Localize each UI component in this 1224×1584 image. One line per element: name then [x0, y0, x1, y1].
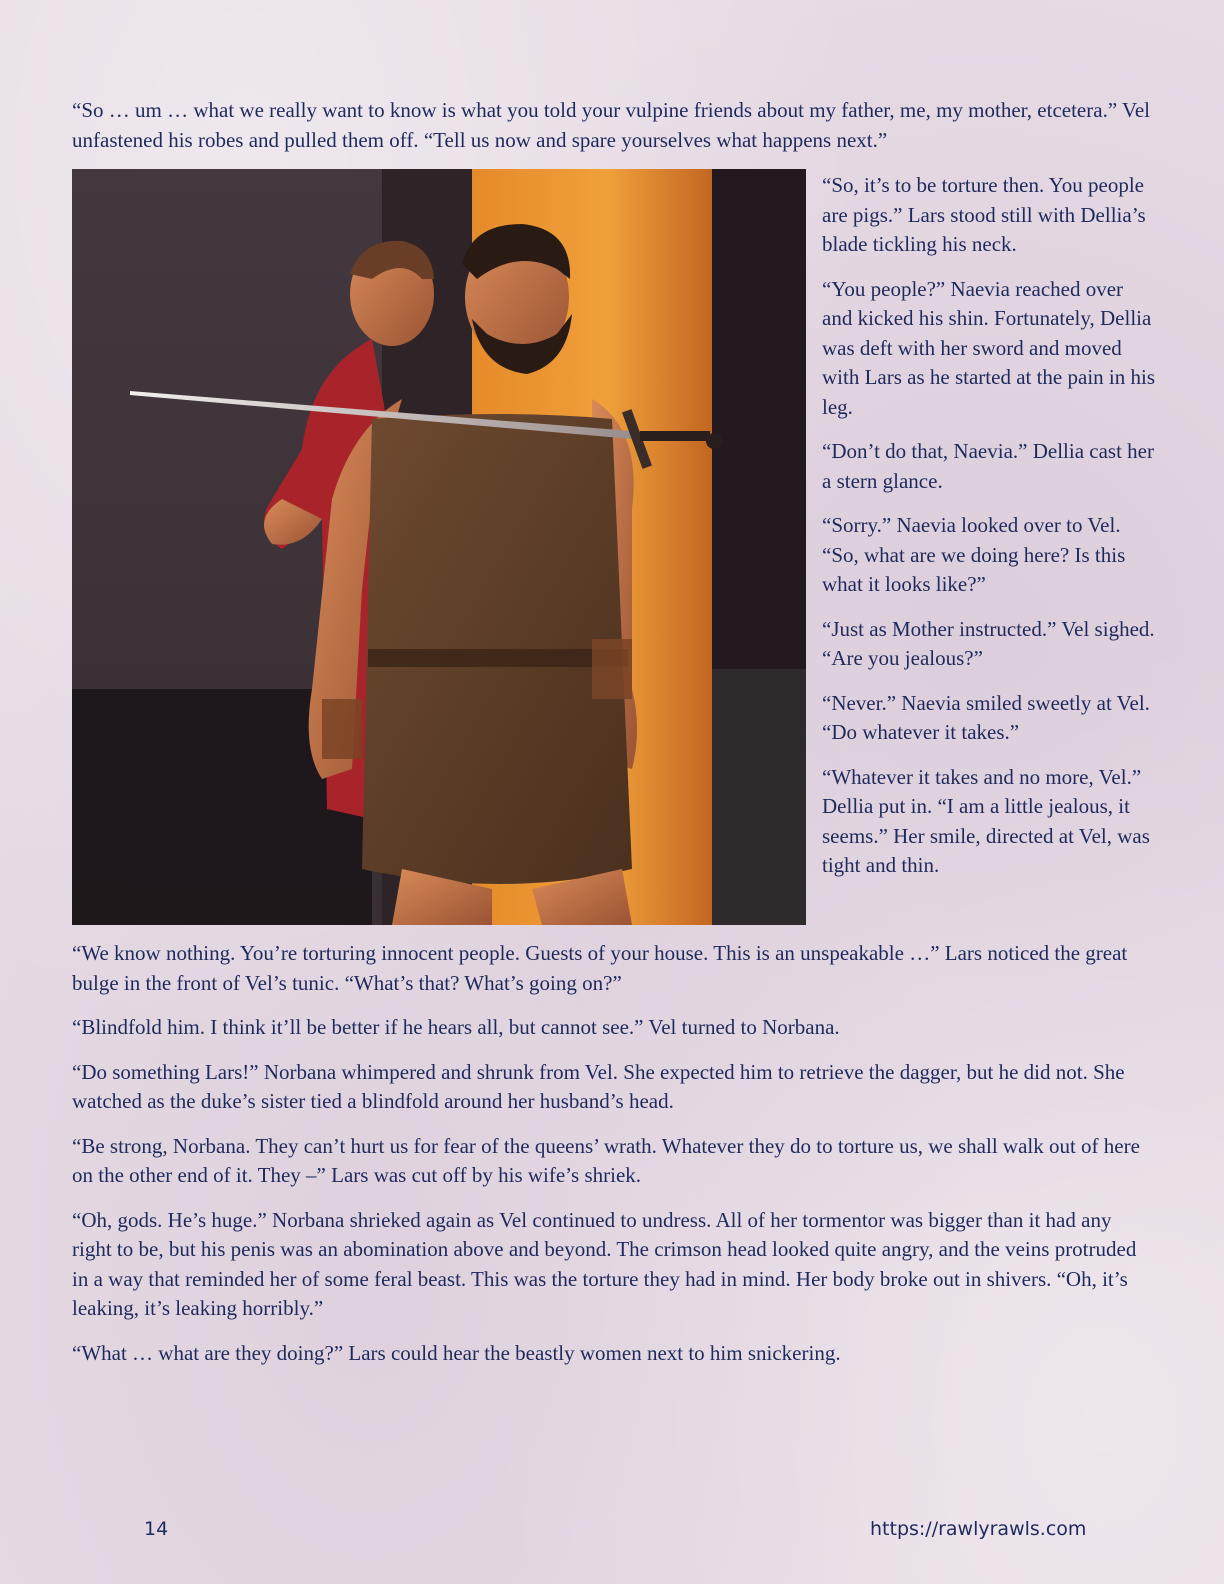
body-paragraph: “Oh, gods. He’s huge.” Norbana shrieked again as Vel continued to undress. All of her tormentor was bigger than it had any right to be, but his penis was an abomination above and beyond. The crimson head looked quite angry, and the veins protruded in a way that reminded her of some feral beast. This was the torture they had in mind. Her body broke out in shivers. “Oh, it’s leaking, it’s leaking horribly.”: [72, 1207, 1137, 1320]
body-paragraph: “We know nothing. You’re torturing innocent people. Guests of your house. This is an unspeakable …” Lars noticed the great bulge in the front of Vel’s tunic. “What’s that? What’s going on?”: [72, 941, 1128, 995]
side-paragraph: “Never.” Naevia smiled sweetly at Vel. “Do whatever it takes.”: [822, 690, 1150, 744]
page-number: 14: [144, 1518, 169, 1540]
side-paragraph: “Sorry.” Naevia looked over to Vel. “So, what are we doing here? Is this what it looks like?”: [822, 513, 1126, 596]
intro-paragraph: “So … um … what we really want to know is what you told your vulpine friends about my father, me, my mother, etcetera.” Vel unfastened his robes and pulled them off. “Tell us now and spare yourselves what happens next.”: [72, 98, 1151, 152]
side-paragraph: “So, it’s to be torture then. You people are pigs.” Lars stood still with Dellia’s blade tickling his neck.: [822, 173, 1146, 256]
side-paragraph: “Don’t do that, Naevia.” Dellia cast her a stern glance.: [822, 439, 1154, 493]
body-paragraph: “Blindfold him. I think it’ll be better if he hears all, but cannot see.” Vel turned to Norbana.: [72, 1015, 840, 1039]
side-paragraph: “You people?” Naevia reached over and kicked his shin. Fortunately, Dellia was deft with her sword and moved with Lars as he started at the pain in his leg.: [822, 276, 1155, 419]
illustration-section: [72, 169, 1155, 939]
body-paragraph: “Do something Lars!” Norbana whimpered and shrunk from Vel. She expected him to retrieve the dagger, but he did not. She watched as the duke’s sister tied a blindfold around her husband’s head.: [72, 1059, 1125, 1113]
story-illustration: [72, 169, 806, 925]
side-paragraph: “Just as Mother instructed.” Vel sighed. “Are you jealous?”: [822, 616, 1155, 670]
body-column: [72, 939, 1152, 1368]
footer-url-link[interactable]: https://rawlyrawls.com: [870, 1518, 1087, 1540]
page-content: [72, 96, 1155, 1383]
side-paragraph: “Whatever it takes and no more, Vel.” Dellia put in. “I am a little jealous, it seems.” Her smile, directed at Vel, was tight and thin.: [822, 764, 1150, 877]
body-paragraph: “Be strong, Norbana. They can’t hurt us for fear of the queens’ wrath. Whatever they do to torture us, we shall walk out of here on the other end of it. They –” Lars was cut off by his wife’s shriek.: [72, 1133, 1140, 1187]
side-column: [822, 171, 1157, 896]
body-paragraph: “What … what are they doing?” Lars could hear the beastly women next to him snickering.: [72, 1340, 841, 1365]
